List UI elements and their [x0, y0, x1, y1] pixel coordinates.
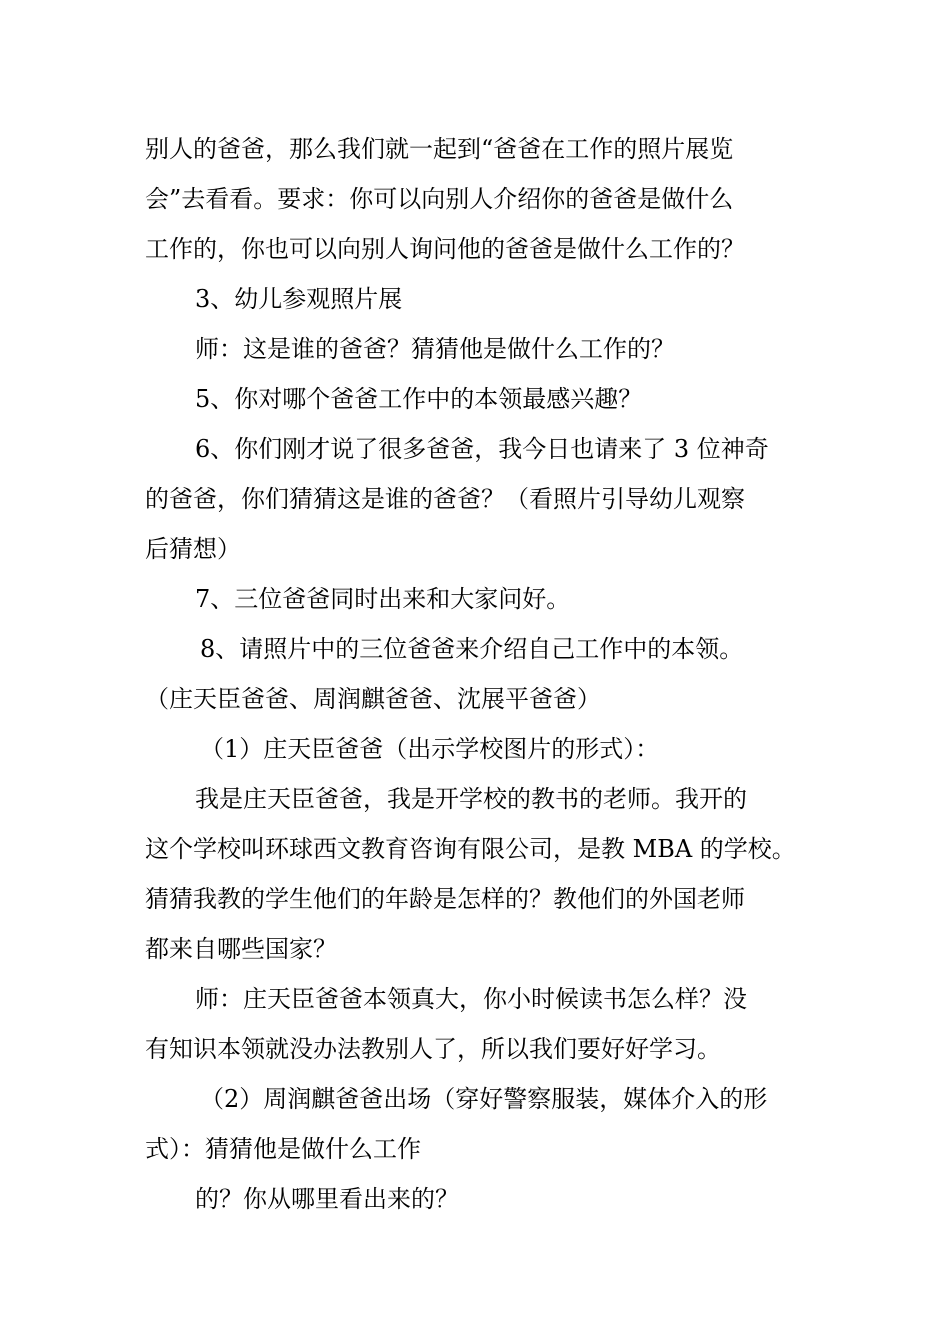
text-line: 别人的爸爸，那么我们就一起到“爸爸在工作的照片展览 — [145, 135, 734, 163]
text-line: 工作的，你也可以向别人询问他的爸爸是做什么工作的？ — [145, 235, 745, 263]
text-line: （庄天臣爸爸、周润麒爸爸、沈展平爸爸） — [145, 685, 601, 713]
document-body — [145, 124, 810, 1224]
text-line: 6、你们刚才说了很多爸爸，我今日也请来了 3 位神奇 — [195, 435, 769, 463]
text-line: 这个学校叫环球西文教育咨询有限公司，是教 MBA 的学校。 — [145, 835, 796, 863]
text-line: 的爸爸，你们猜猜这是谁的爸爸？（看照片引导幼儿观察 — [145, 485, 745, 513]
text-line: （2）周润麒爸爸出场（穿好警察服装，媒体介入的形 — [200, 1085, 768, 1113]
text-line: 后猜想） — [145, 535, 241, 563]
text-line: 我是庄天臣爸爸，我是开学校的教书的老师。我开的 — [195, 785, 747, 813]
text-line: 7、三位爸爸同时出来和大家问好。 — [195, 585, 571, 613]
text-line: 8、请照片中的三位爸爸来介绍自己工作中的本领。 — [200, 635, 744, 663]
text-line: 5、你对哪个爸爸工作中的本领最感兴趣？ — [195, 385, 643, 413]
text-line: 师：庄天臣爸爸本领真大，你小时候读书怎么样？没 — [195, 985, 747, 1013]
text-line: 3、幼儿参观照片展 — [195, 285, 403, 313]
text-line: 师：这是谁的爸爸？猜猜他是做什么工作的？ — [195, 335, 675, 363]
text-line: 式）：猜猜他是做什么工作 — [145, 1135, 421, 1163]
text-line: 的？你从哪里看出来的？ — [195, 1185, 459, 1213]
text-line: 都来自哪些国家？ — [145, 935, 337, 963]
text-line: 有知识本领就没办法教别人了，所以我们要好好学习。 — [145, 1035, 721, 1063]
text-line: （1）庄天臣爸爸（出示学校图片的形式）： — [200, 735, 660, 763]
text-line: 会”去看看。要求：你可以向别人介绍你的爸爸是做什么 — [145, 185, 734, 213]
text-line: 猜猜我教的学生他们的年龄是怎样的？教他们的外国老师 — [145, 885, 745, 913]
